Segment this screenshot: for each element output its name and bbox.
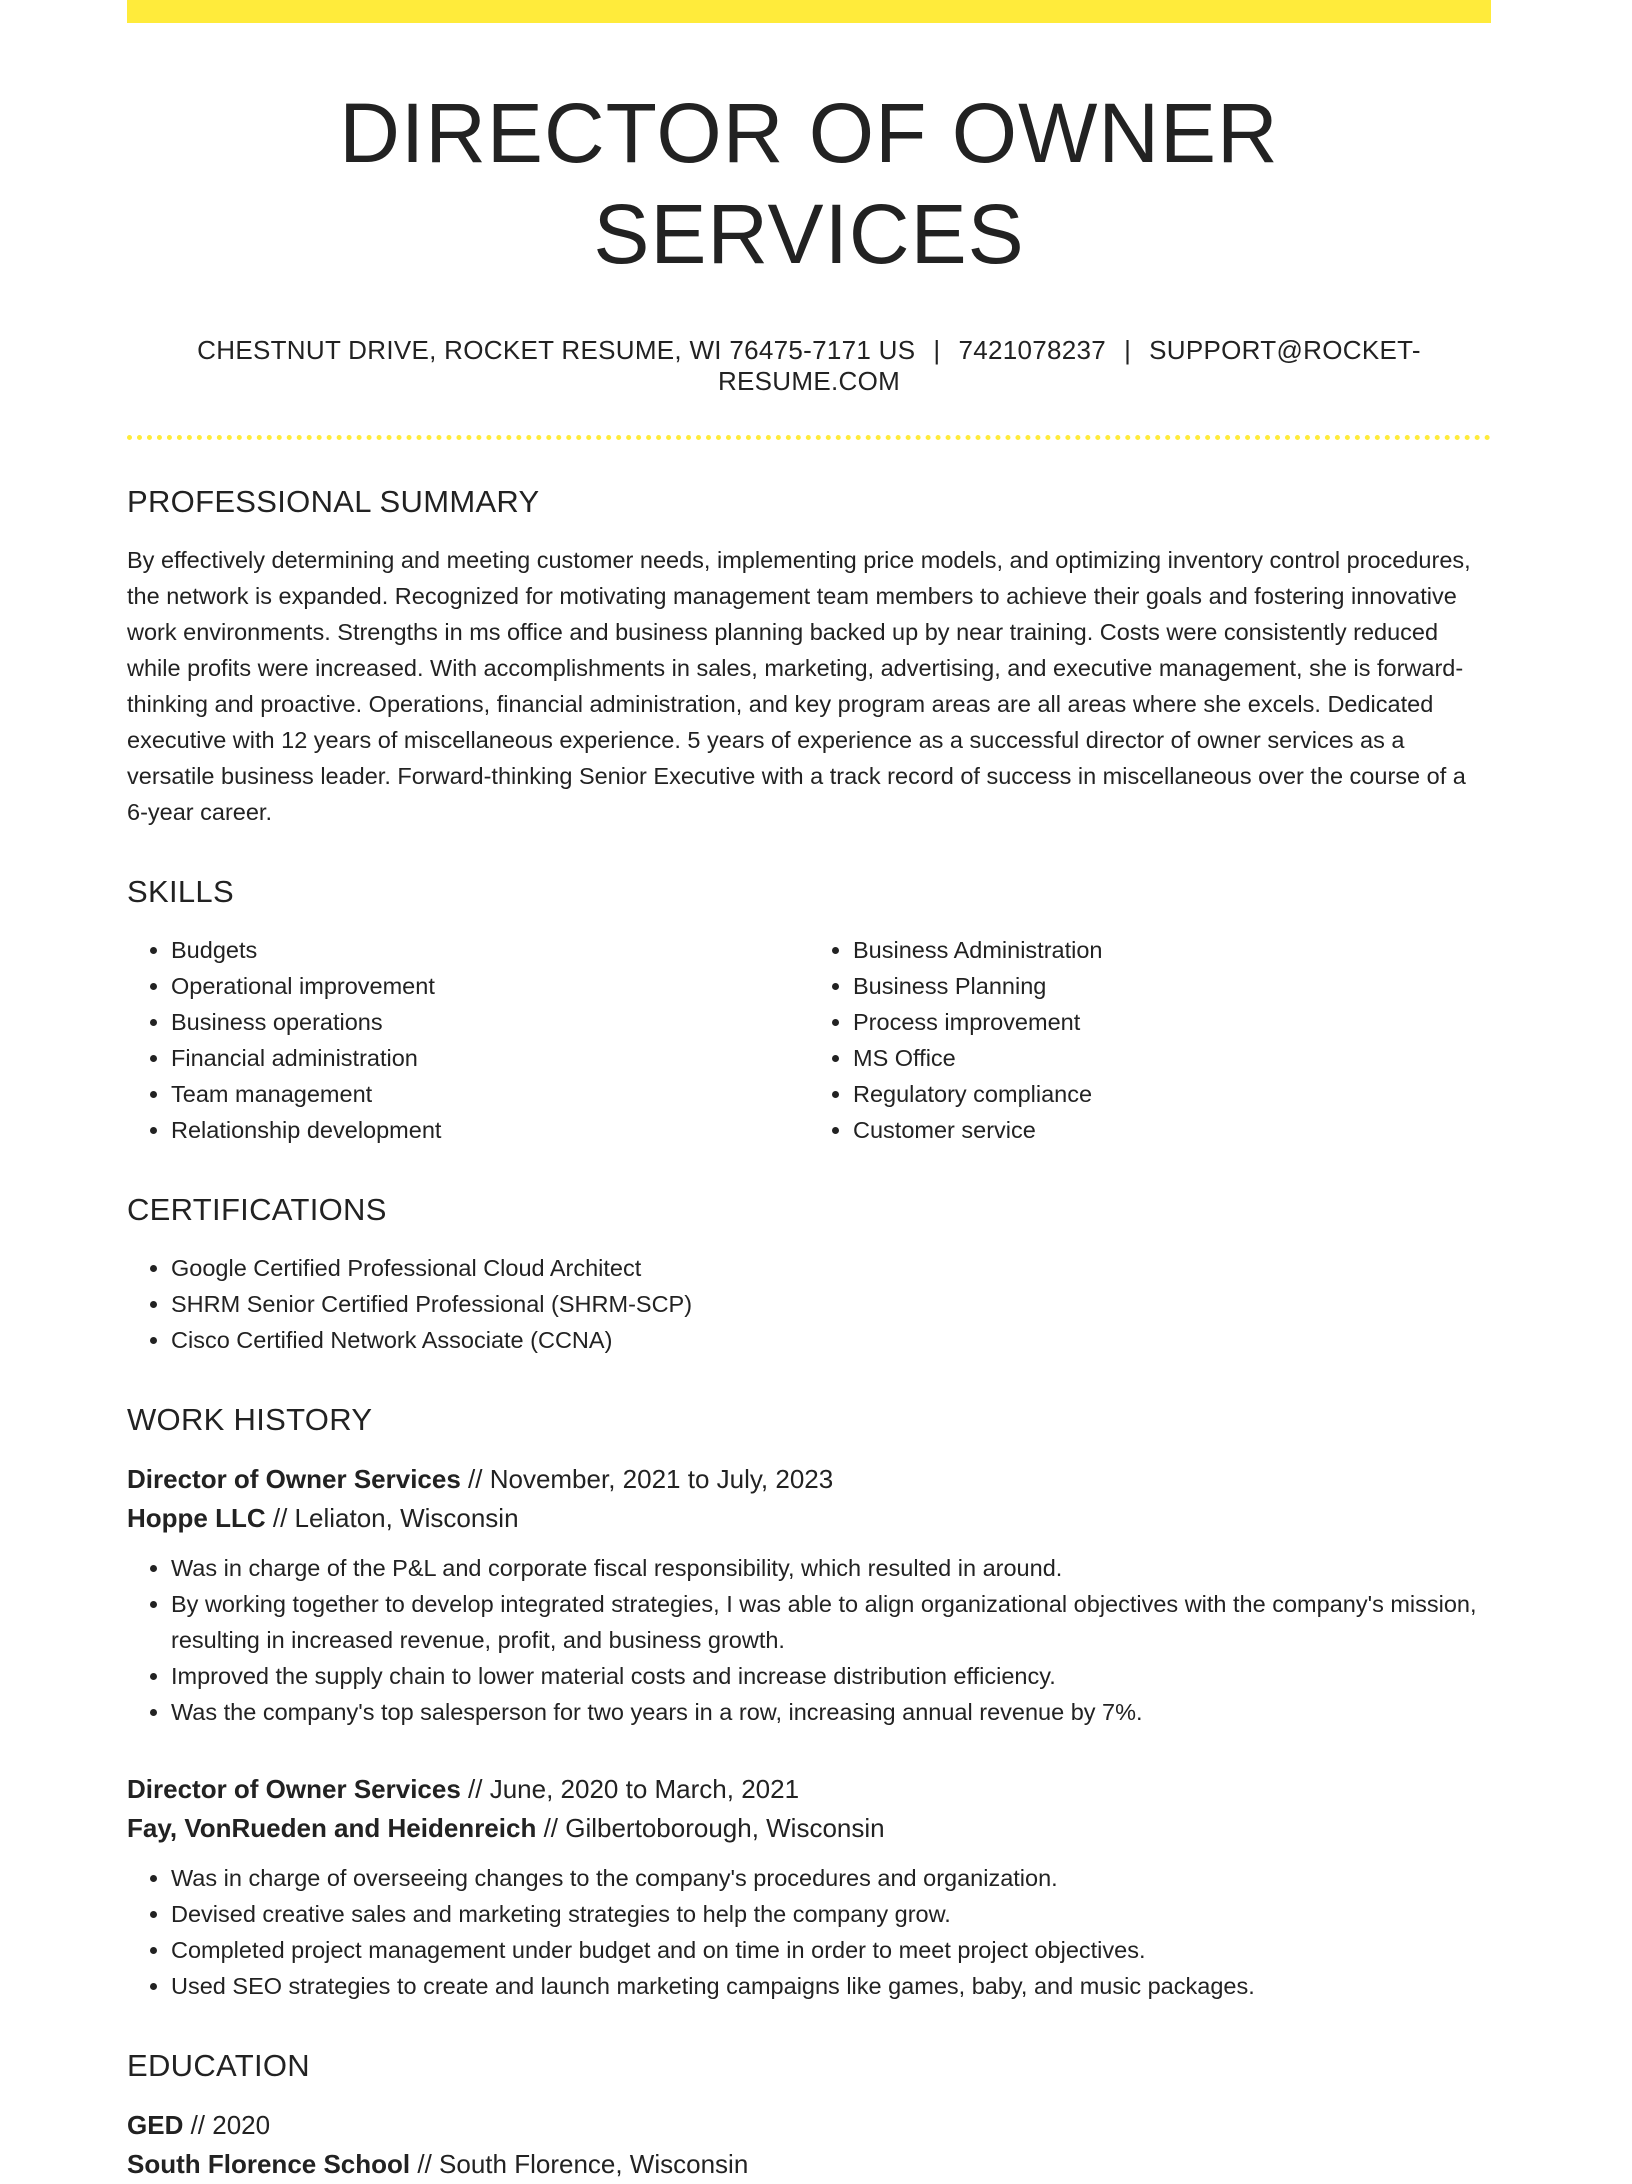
skills-column-left — [127, 932, 809, 1148]
skill-item: • Business operations — [171, 1004, 809, 1040]
job-entry — [127, 1460, 1491, 1730]
contact-separator: | — [1124, 334, 1132, 365]
job-bullet: • Was the company's top salesperson for two years in a row, increasing annual revenue by 7%. — [171, 1694, 1491, 1730]
section-title-education: EDUCATION — [127, 2047, 310, 2083]
skill-item: • Regulatory compliance — [853, 1076, 1491, 1112]
job-dates: // November, 2021 to July, 2023 — [460, 1463, 834, 1494]
job-role: Director of Owner Services — [127, 1773, 461, 1804]
education-school-line — [127, 2145, 1491, 2184]
job-location: // Leliaton, Wisconsin — [265, 1502, 519, 1533]
contact-email: SUPPORT@ROCKET-RESUME.COM — [717, 334, 1421, 396]
section-title-certifications: CERTIFICATIONS — [127, 1191, 387, 1227]
job-bullet: • Completed project management under budget and on time in order to meet project objectives. — [171, 1932, 1491, 1968]
job-bullet: • Was in charge of overseeing changes to the company's procedures and organization. — [171, 1860, 1491, 1896]
section-title-work-history: WORK HISTORY — [127, 1401, 373, 1437]
header-divider — [127, 435, 1491, 440]
job-title-line — [127, 1460, 1491, 1499]
contact-phone: 7421078237 — [958, 334, 1107, 365]
education-school: South Florence School — [127, 2148, 411, 2179]
job-role: Director of Owner Services — [127, 1463, 461, 1494]
job-company-line — [127, 1809, 1491, 1848]
contact-separator: | — [933, 334, 941, 365]
skills-list — [127, 932, 1491, 1148]
skill-item: • Customer service — [853, 1112, 1491, 1148]
skill-item: • Financial administration — [171, 1040, 809, 1076]
skill-item: • Relationship development — [171, 1112, 809, 1148]
education-location: // South Florence, Wisconsin — [410, 2148, 749, 2179]
skill-item: • Team management — [171, 1076, 809, 1112]
job-company-line — [127, 1499, 1491, 1538]
job-bullets — [127, 1860, 1491, 2004]
job-location: // Gilbertoborough, Wisconsin — [536, 1812, 885, 1843]
summary-text: By effectively determining and meeting customer needs, implementing price models, and optimizing inventory control procedures, the network is expanded. Recognized for motivating management team members to achieve their goals and fostering innovative work environments. Strengths in ms office and business planning backed up by near training. Costs were consistently reduced while profits were increased. With accomplishments in sales, marketing, advertising, and executive management, she is forward-thinking and proactive. Operations, financial administration, and key program areas are all areas where she excels. Dedicated executive with 12 years of miscellaneous experience. 5 years of experience as a successful director of owner services as a versatile business leader. Forward-thinking Senior Executive with a track record of success in miscellaneous over the course of a 6-year career. — [127, 546, 1471, 825]
job-bullet: • Used SEO strategies to create and launch marketing campaigns like games, baby, and music packages. — [171, 1968, 1491, 2004]
job-bullet: • Improved the supply chain to lower material costs and increase distribution efficiency. — [171, 1658, 1491, 1694]
skill-item: • Budgets — [171, 932, 809, 968]
job-title-line — [127, 1770, 1491, 1809]
job-bullets — [127, 1550, 1491, 1730]
job-company: Fay, VonRueden and Heidenreich — [127, 1812, 537, 1843]
contact-line — [127, 335, 1491, 397]
section-title-summary: PROFESSIONAL SUMMARY — [127, 483, 540, 519]
job-bullet: • Was in charge of the P&L and corporate fiscal responsibility, which resulted in around. — [171, 1550, 1491, 1586]
certification-item: • Google Certified Professional Cloud Architect — [171, 1250, 1491, 1286]
skill-item: • MS Office — [853, 1040, 1491, 1076]
skill-item: • Business Administration — [853, 932, 1491, 968]
certification-item: • SHRM Senior Certified Professional (SHRM-SCP) — [171, 1286, 1491, 1322]
certifications-list — [127, 1250, 1491, 1358]
skills-column-right — [809, 932, 1491, 1148]
resume-title: DIRECTOR OF OWNER SERVICES — [339, 86, 1279, 281]
education-degree: GED — [127, 2109, 184, 2140]
job-dates: // June, 2020 to March, 2021 — [460, 1773, 800, 1804]
contact-address: CHESTNUT DRIVE, ROCKET RESUME, WI 76475-7171 US — [197, 334, 916, 365]
certification-item: • Cisco Certified Network Associate (CCNA) — [171, 1322, 1491, 1358]
job-company: Hoppe LLC — [127, 1502, 266, 1533]
skill-item: • Business Planning — [853, 968, 1491, 1004]
education-year: // 2020 — [183, 2109, 271, 2140]
job-bullet: • By working together to develop integrated strategies, I was able to align organizational objectives with the company's mission, resulting in increased revenue, profit, and business growth. — [171, 1586, 1491, 1658]
top-accent-bar — [127, 0, 1491, 23]
skill-item: • Operational improvement — [171, 968, 809, 1004]
section-title-skills: SKILLS — [127, 873, 234, 909]
skill-item: • Process improvement — [853, 1004, 1491, 1040]
job-entry — [127, 1770, 1491, 2004]
resume-page — [127, 0, 1491, 2184]
education-degree-line — [127, 2106, 1491, 2145]
job-bullet: • Devised creative sales and marketing strategies to help the company grow. — [171, 1896, 1491, 1932]
